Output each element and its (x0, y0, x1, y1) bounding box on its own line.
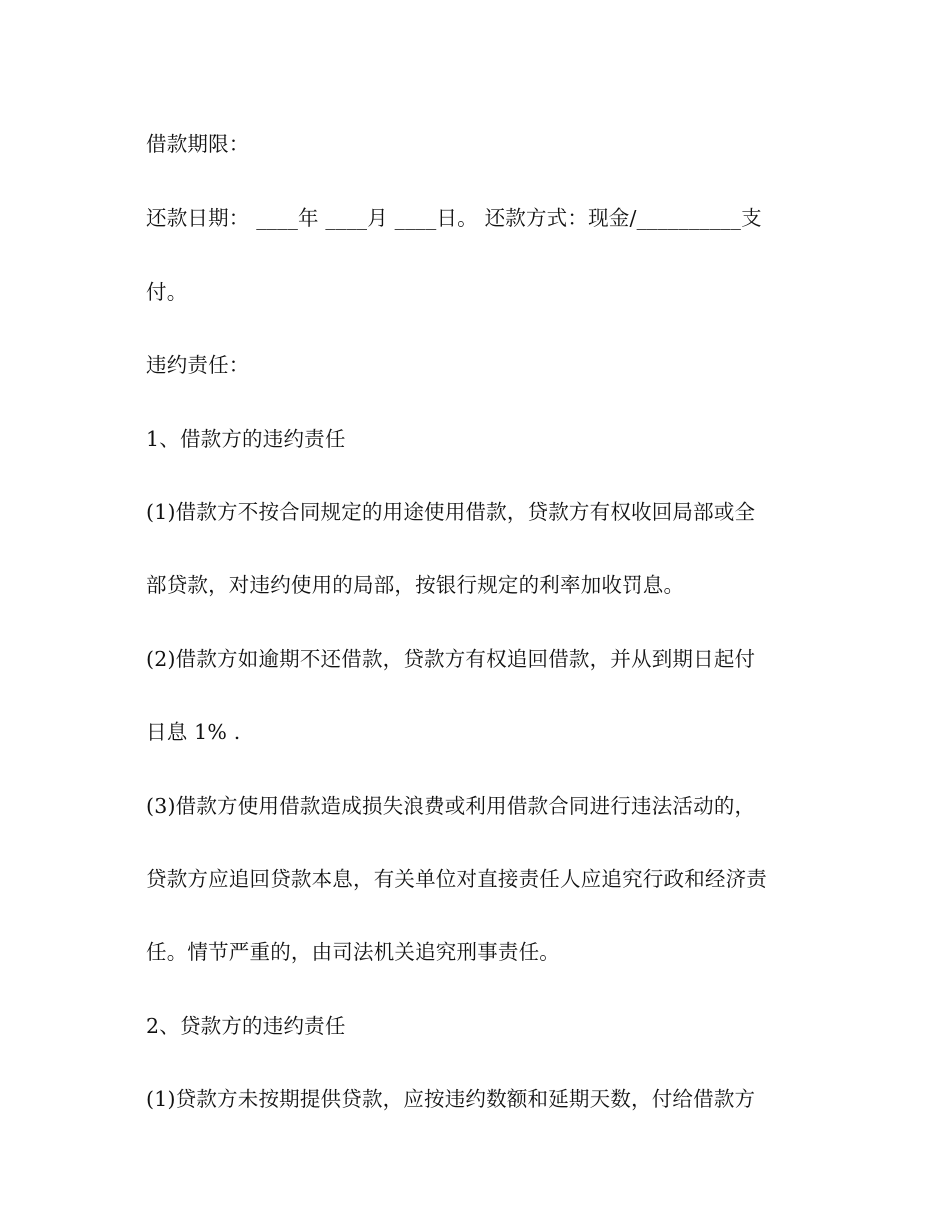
clause-1-3-line-2: 贷款方应追回贷款本息，有关单位对直接责任人应追究行政和经济责 (146, 867, 767, 891)
clause-1-2-line-2: 日息 1% . (146, 720, 241, 744)
lender-liability-heading: 2、贷款方的违约责任 (146, 1014, 346, 1038)
clause-1-3-line-3: 任。情节严重的，由司法机关追究刑事责任。 (146, 940, 560, 964)
clause-1-1-line-1: (1)借款方不按合同规定的用途使用借款，贷款方有权收回局部或全 (146, 500, 756, 524)
clause-2-1-line-1: (1)贷款方未按期提供贷款，应按违约数额和延期天数，付给借款方 (146, 1087, 756, 1111)
clause-1-3-line-1: (3)借款方使用借款造成损失浪费或利用借款合同进行违法活动的， (146, 794, 756, 818)
clause-1-1-line-2: 部贷款，对违约使用的局部，按银行规定的利率加收罚息。 (146, 573, 685, 597)
clause-1-2-line-1: (2)借款方如逾期不还借款，贷款方有权追回借款，并从到期日起付 (146, 647, 756, 671)
breach-liability-heading: 违约责任： (146, 353, 250, 377)
loan-term-line: 借款期限： (146, 132, 250, 156)
borrower-liability-heading: 1、借款方的违约责任 (146, 427, 346, 451)
repayment-date-line: 还款日期： ____年 ____月 ____日。 还款方式：现金/__________支 (146, 206, 762, 230)
repayment-method-continuation: 付。 (146, 280, 188, 304)
